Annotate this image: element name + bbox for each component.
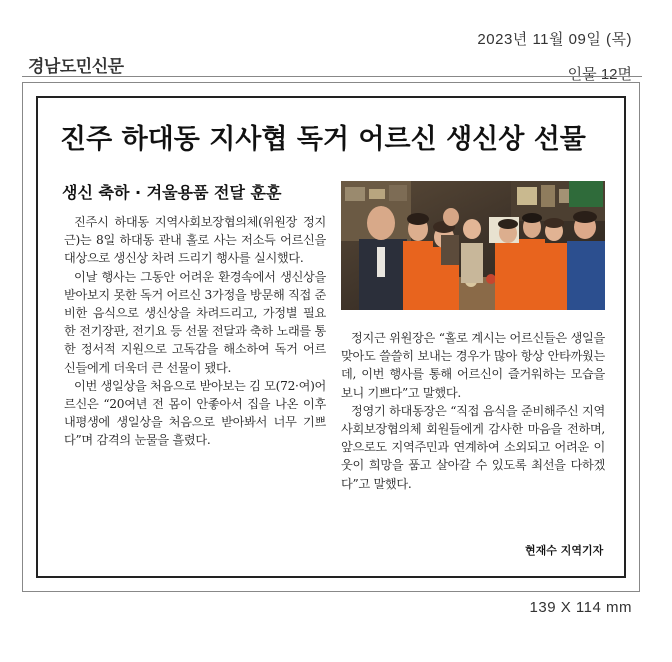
group-photo-image [341,181,605,310]
page-section: 인물 12면 [567,66,632,83]
paragraph: 진주시 하대동 지역사회보장협의체(위원장 정지근)는 8일 하대동 관내 홀로 사는 저소득 어르신을 대상으로 생신상 차려 드리기 행사를 실시했다. [64,215,326,266]
reporter-byline: 현재수 지역기자 [525,544,604,557]
article-subheadline: 생신 축하 · 겨울용품 전달 훈훈 [62,183,282,202]
article-column-2 [341,329,605,493]
article-column-1 [64,213,326,450]
newspaper-name: 경남도민신문 [28,57,124,77]
paragraph: 정지근 위원장은 “홀로 계시는 어르신들은 생일을 맞아도 쓸쓸히 보내는 경우가 많아 항상 안타까웠는데, 이번 행사를 통해 어르신이 즐거워하는 모습을 보니 기쁘다”고 말했다. [341,331,605,400]
clipping-size: 139 X 114 mm [529,599,632,616]
publication-date: 2023년 11월 09일 (목) [477,31,632,48]
article-headline: 진주 하대동 지사협 독거 어르신 생신상 선물 [60,124,586,155]
article-photo [341,181,605,310]
header-rule [22,76,642,77]
paragraph: 이날 행사는 그동안 어려운 환경속에서 생신상을 받아보지 못한 독거 어르신 3가정을 방문해 직접 준비한 음식으로 생신상을 차려드리고, 가정별 필요한 전기장판, 전기요 등 선물 전달과 축하 노래를 통한 정서적 지원으로 고독감을 해소하여 독거 어르신들에게 더욱더 큰 선물이 됐다. [64,269,326,375]
paragraph: 이번 생일상을 처음으로 받아보는 김 모(72·여)어르신은 “20여년 전 몸이 안좋아서 집을 나온 이후 내평생에 생일상을 처음으로 받아봐서 너무 기쁘다”며 감격의 눈물을 흘렸다. [64,378,326,448]
paragraph: 정영기 하대동장은 “직접 음식을 준비해주신 지역사회보장협의체 회원들에게 감사한 마음을 전하며, 앞으로도 지역주민과 연계하여 소외되고 어려운 이웃이 희망을 품고 살아갈 수 있도록 최선을 다하겠다”고 말했다. [341,403,605,491]
